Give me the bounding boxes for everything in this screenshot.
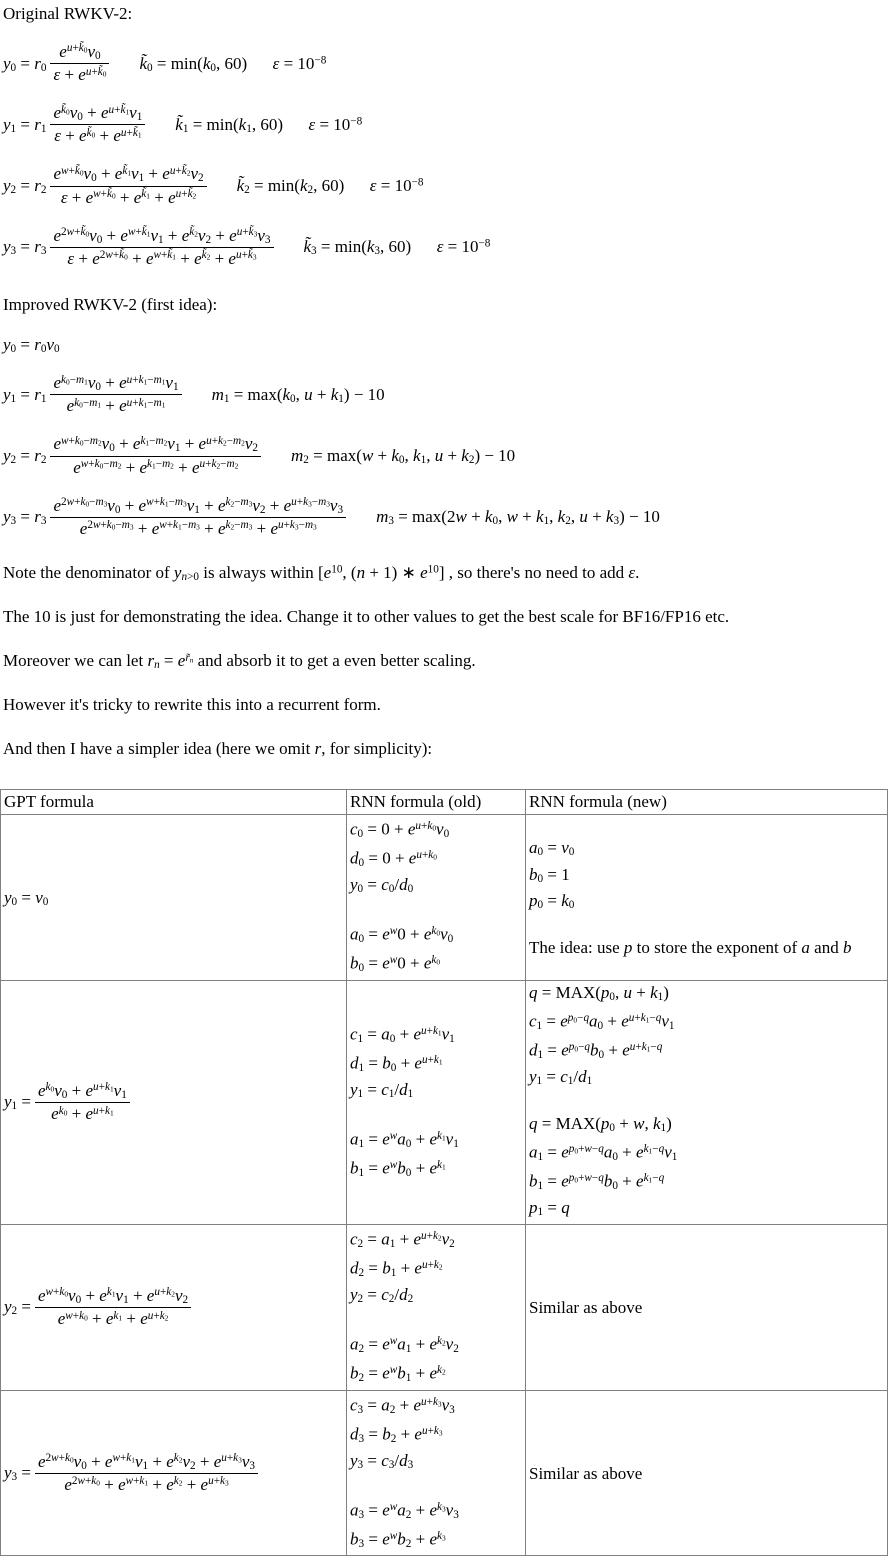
fraction xyxy=(50,226,273,269)
formula-line: $y_3 = c_3/d_3$ xyxy=(350,1450,414,1471)
fraction-denominator: $e^{k_0} + e^{u+k_1}$ xyxy=(51,1104,114,1124)
formula-lines xyxy=(529,1463,884,1484)
fraction-denominator: $e^{2w+k_0-m_3} + e^{w+k_1-m_3} + e^{k_2-m_3} + e^{u+k_3-m_3}$ xyxy=(79,518,317,538)
formula-line: $a_0 = v_0$ xyxy=(529,838,575,859)
formula-line: $c_1 = e^{p_0-q}a_0 + e^{u+k_1-q}v_1$ xyxy=(529,1011,675,1033)
table-row-y3 xyxy=(1,1390,888,1556)
formula-line: Similar as above xyxy=(529,1298,643,1318)
formula-line: $a_1 = e^wa_0 + e^{k_1}v_1$ xyxy=(350,1129,459,1151)
formula-line: $q = MAX(p_0$, $u + k_1$) xyxy=(529,982,669,1004)
formula-lines xyxy=(350,1392,522,1555)
equation-side-condition: $k̃_3 = \min(k_3$, 60) $\varepsilon = 10^{-8}$ xyxy=(303,237,491,258)
cell-old-y2 xyxy=(347,1225,526,1391)
formula-line: $b_0 = 1$ xyxy=(529,864,570,885)
formulas-table xyxy=(0,789,888,1556)
fraction-numerator: $e^{k̃_0}v_0 + e^{u+k̃_1}v_1$ xyxy=(50,103,145,125)
equation xyxy=(4,1081,343,1124)
formula-line xyxy=(350,900,522,921)
fraction-numerator: $e^{2w+k_0}v_0 + e^{w+k_1}v_1 + e^{k_2}v_2 + e^{u+k_3}v_3$ xyxy=(35,1452,258,1474)
formula-lines xyxy=(529,1297,884,1318)
equation-lhs: $y_2 = r_2$ xyxy=(3,445,47,467)
formula-line xyxy=(529,916,884,937)
equation-lhs: $y_0 = r_0$ xyxy=(3,53,47,74)
equation-side-condition: $k̃_1 = \min(k_1$, 60) $\varepsilon = 10^{-8}$ xyxy=(175,114,363,135)
cell-gpt-y1 xyxy=(1,980,347,1224)
cell-new-y3 xyxy=(526,1390,888,1556)
formula-line: $p_1 = q$ xyxy=(529,1198,570,1219)
fraction-numerator: $e^{u+k̃_0}v_0$ xyxy=(50,42,109,64)
equation-lhs: $y_1 = r_1$ xyxy=(3,384,47,405)
formula-line: $d_1 = e^{p_0-q}b_0 + e^{u+k_1-q}$ xyxy=(529,1040,663,1061)
equation-side-condition: $m_1 = \max(k_0$, $u + k_1) - 10$ xyxy=(211,384,385,405)
formula-line: $a_2 = e^wa_1 + e^{k_2}v_2$ xyxy=(350,1334,459,1356)
formula-line: $d_2 = b_1 + e^{u+k_2}$ xyxy=(350,1258,443,1279)
equation-y1-improved xyxy=(3,373,888,416)
formula-line: $c_0 = 0 + e^{u+k_0}v_0$ xyxy=(350,819,450,841)
fraction-numerator: $e^{k_0}v_0 + e^{u+k_1}v_1$ xyxy=(35,1081,130,1103)
formula-line: $q = MAX(p_0 + w$, $k_1$) xyxy=(529,1114,672,1135)
fraction-numerator: $e^{2w+k̃_0}v_0 + e^{w+k̃_1}v_1 + e^{k̃_2}v_2 + e^{u+k̃_3}v_3$ xyxy=(50,226,273,248)
cell-new-y2 xyxy=(526,1225,888,1391)
formula-line xyxy=(350,1476,522,1497)
formula-line: $b_0 = e^w0 + e^{k_0}$ xyxy=(350,953,441,974)
fraction xyxy=(50,434,261,477)
formula-line: $a_1 = e^{p_0+w-q}a_0 + e^{k_1-q}v_1$ xyxy=(529,1142,678,1164)
fraction-denominator: $\varepsilon + e^{u+k̃_0}$ xyxy=(53,65,107,85)
formula-line: $a_0 = e^w0 + e^{k_0}v_0$ xyxy=(350,924,454,946)
note-simpler-idea: And then I have a simpler idea (here we omit r, for simplicity): xyxy=(3,739,433,759)
fraction xyxy=(50,496,346,539)
equation-y3-original xyxy=(3,226,888,269)
formula-lines xyxy=(529,982,884,1223)
fraction-denominator: $e^{2w+k_0} + e^{w+k_1} + e^{k_2} + e^{u+k_3}$ xyxy=(64,1474,229,1494)
equation-y0-original xyxy=(3,42,888,85)
cell-old-y3 xyxy=(347,1390,526,1556)
formula-line: $c_1 = a_0 + e^{u+k_1}v_1$ xyxy=(350,1024,455,1046)
fraction xyxy=(50,164,206,207)
cell-gpt-y2 xyxy=(1,1225,347,1391)
note-denominator: Note the denominator of $y_{n>0}$ is always within [$e^{10}$, (n + 1) ∗ $e^{10}$] , so there's no need to add ε. xyxy=(3,562,640,584)
section-title-original: Original RWKV-2: xyxy=(3,4,133,23)
equation-y0-improved: $y_0 = r_0v_0$ xyxy=(3,334,60,356)
equation-y2-original xyxy=(3,164,888,207)
fraction xyxy=(35,1286,191,1329)
formula-line: $d_1 = b_0 + e^{u+k_1}$ xyxy=(350,1053,443,1074)
fraction-numerator: $e^{w+k_0-m_2}v_0 + e^{k_1-m_2}v_1 + e^{u+k_2-m_2}v_2$ xyxy=(50,434,261,456)
formula-line: $b_3 = e^wb_2 + e^{k_3}$ xyxy=(350,1529,446,1550)
formula-line: $y_2 = c_2/d_2$ xyxy=(350,1284,414,1306)
equation-side-condition: $k̃_0 = \min(k_0$, 60) $\varepsilon = 10^{-8}$ xyxy=(139,53,327,74)
fraction-denominator: $\varepsilon + e^{k̃_0} + e^{u+k̃_1}$ xyxy=(54,126,142,146)
table-header-rnn-old: RNN formula (old) xyxy=(347,790,526,815)
formula-line: $c_3 = a_2 + e^{u+k_3}v_3$ xyxy=(350,1395,455,1416)
formula: $y_0 = v_0$ xyxy=(4,887,49,908)
formula-line: Similar as above xyxy=(529,1463,643,1483)
table-row-y0 xyxy=(1,815,888,981)
equation-side-condition: $m_2 = \max(w + k_0$, $k_1$, $u + k_2) - 10$ xyxy=(291,445,516,467)
equation xyxy=(4,1452,343,1495)
formula-line: $y_1 = c_1/d_1$ xyxy=(350,1079,414,1101)
equation-lhs: $y_3 = r_3$ xyxy=(3,507,47,528)
equation-y3-improved xyxy=(3,496,888,539)
fraction-denominator: $e^{w+k_0} + e^{k_1} + e^{u+k_2}$ xyxy=(57,1309,169,1329)
formula-line: $d_0 = 0 + e^{u+k_0}$ xyxy=(350,848,437,870)
fraction-denominator: $\varepsilon + e^{2w+k̃_0} + e^{w+k̃_1} + e^{k̃_2} + e^{u+k̃_3}$ xyxy=(67,248,257,268)
equation-side-condition: $k̃_2 = \min(k_2$, 60) $\varepsilon = 10^{-8}$ xyxy=(236,175,424,197)
formula-line: $b_1 = e^wb_0 + e^{k_1}$ xyxy=(350,1158,446,1179)
table-header-gpt-formula: GPT formula xyxy=(1,790,347,815)
formula-lines xyxy=(529,837,884,958)
table-row-y1 xyxy=(1,980,888,1224)
fraction-denominator: $e^{w+k_0-m_2} + e^{k_1-m_2} + e^{u+k_2-m_2}$ xyxy=(73,457,239,477)
equation-y1-original xyxy=(3,103,888,146)
note-absorb: Moreover we can let $r_n = e^{r̃_n}$ and absorb it to get a even better scaling. xyxy=(3,651,476,672)
table-header-rnn-new: RNN formula (new) xyxy=(526,790,888,815)
table-row-y2 xyxy=(1,1225,888,1391)
equation-lhs: $y_3$ = xyxy=(4,1463,31,1484)
cell-new-y0 xyxy=(526,815,888,981)
formula-lines xyxy=(350,1021,522,1184)
fraction-numerator: $e^{w+k̃_0}v_0 + e^{k̃_1}v_1 + e^{u+k̃_2}v_2$ xyxy=(50,164,206,186)
formula-line xyxy=(350,1310,522,1331)
fraction xyxy=(50,373,181,416)
formula-line: $p_0 = k_0$ xyxy=(529,890,575,911)
equation-lhs: $y_2 = r_2$ xyxy=(3,175,47,197)
formula-line: $b_2 = e^wb_1 + e^{k_2}$ xyxy=(350,1363,446,1384)
cell-old-y0 xyxy=(347,815,526,981)
formula-line: $d_3 = b_2 + e^{u+k_3}$ xyxy=(350,1424,443,1445)
formula-line xyxy=(350,1105,522,1126)
fraction xyxy=(35,1452,258,1495)
formula-line: $y_1 = c_1/d_1$ xyxy=(529,1066,593,1088)
formula-line xyxy=(529,1092,884,1113)
section-title-improved: Improved RWKV-2 (first idea): xyxy=(3,294,218,314)
formula-line: $b_1 = e^{p_0+w-q}b_0 + e^{k_1-q}$ xyxy=(529,1171,665,1193)
cell-gpt-y0 xyxy=(1,815,347,981)
fraction-numerator: $e^{w+k_0}v_0 + e^{k_1}v_1 + e^{u+k_2}v_2$ xyxy=(35,1286,191,1308)
table-header-row xyxy=(1,790,888,815)
equation-lhs: $y_3 = r_3$ xyxy=(3,237,47,258)
formula-line: $y_0 = c_0/d_0$ xyxy=(350,875,414,896)
equation-lhs: $y_1 = r_1$ xyxy=(3,114,47,135)
cell-new-y1 xyxy=(526,980,888,1224)
formula-line: $c_2 = a_1 + e^{u+k_2}v_2$ xyxy=(350,1229,455,1251)
equation-lhs: $y_1$ = xyxy=(4,1092,31,1113)
fraction-numerator: $e^{k_0-m_1}v_0 + e^{u+k_1-m_1}v_1$ xyxy=(50,373,181,395)
equation-side-condition: $m_3 = \max(2w + k_0$, $w + k_1$, $k_2$, $u + k_3) - 10$ xyxy=(376,507,660,528)
cell-gpt-y3 xyxy=(1,1390,347,1556)
fraction xyxy=(50,103,145,146)
formula-lines xyxy=(350,816,522,979)
fraction xyxy=(50,42,109,85)
formula-line: $a_3 = e^wa_2 + e^{k_3}v_3$ xyxy=(350,1500,459,1521)
equation-y2-improved xyxy=(3,434,888,477)
note-recurrent: However it's tricky to rewrite this into a recurrent form. xyxy=(3,695,381,715)
cell-old-y1 xyxy=(347,980,526,1224)
equation-lhs: $y_2$ = xyxy=(4,1297,31,1318)
formula-line: The idea: use p to store the exponent of a and b xyxy=(529,938,852,957)
fraction-denominator: $\varepsilon + e^{w+k̃_0} + e^{k̃_1} + e^{u+k̃_2}$ xyxy=(60,187,197,207)
formula-lines xyxy=(350,1226,522,1389)
fraction xyxy=(35,1081,130,1124)
fraction-numerator: $e^{2w+k_0-m_3}v_0 + e^{w+k_1-m_3}v_1 + e^{k_2-m_3}v_2 + e^{u+k_3-m_3}v_3$ xyxy=(50,496,346,518)
fraction-denominator: $e^{k_0-m_1} + e^{u+k_1-m_1}$ xyxy=(66,396,166,416)
note-scale: The 10 is just for demonstrating the idea. Change it to other values to get the best scale for BF16/FP16 etc. xyxy=(3,607,730,627)
equation xyxy=(4,1286,343,1329)
